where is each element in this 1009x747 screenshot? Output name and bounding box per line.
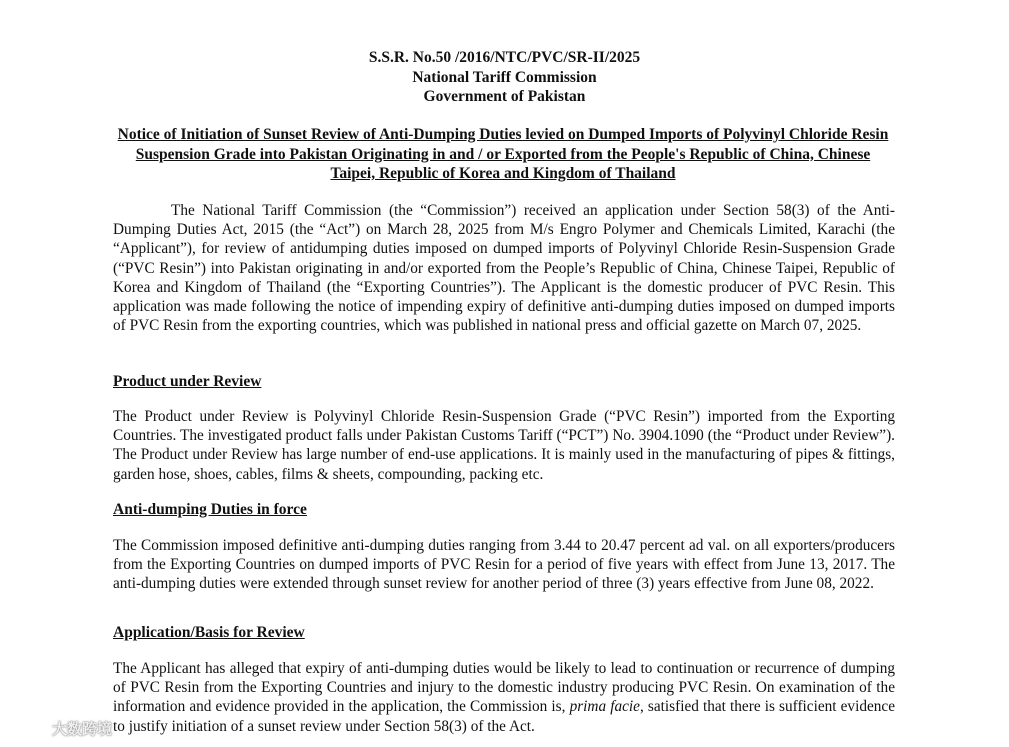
section-body-product: The Product under Review is Polyvinyl Chloride Resin-Suspension Grade (“PVC Resin”) imported from the Exporting Countries. The investigated product falls under Pakistan Customs Tariff (“PCT”) No. 3904.1090 (the “Product under Review”). The Product under Review has large number of end-use applications. It is mainly used in the manufacturing of pipes & fittings, garden hose, shoes, cables, films & sheets, compounding, packing etc. — [113, 408, 895, 483]
logo-icon — [8, 717, 48, 739]
section-heading-application: Application/Basis for Review — [113, 624, 305, 641]
organization-name: National Tariff Commission — [412, 68, 597, 86]
document-header — [0, 48, 1009, 107]
application-body-start: The Applicant has alleged that expiry of anti-dumping duties would be likely to lead to continuation or recurrence of dumping of PVC Resin from the Exporting Countries and injury to the domestic industry producing PVC Resin. On examination of the information and evidence provided in the application, the Commission is, — [113, 660, 895, 716]
reference-number: S.S.R. No.50 /2016/NTC/PVC/SR-II/2025 — [368, 49, 641, 66]
watermark-text: 大数跨境 — [52, 719, 113, 738]
application-body-italic: prima facie — [569, 698, 640, 716]
section-body-duties: The Commission imposed definitive anti-dumping duties ranging from 3.44 to 20.47 percent ad val. on all exporters/producers from the Exporting Countries on dumped imports of PVC Resin for a period of five years with effect from June 13, 2017. The anti-dumping duties were extended through sunset review for another period of three (3) years effective from June 08, 2022. — [113, 537, 895, 593]
notice-title-text: Notice of Initiation of Sunset Review of Anti-Dumping Duties levied on Dumped Imports of Polyvinyl Chloride Resin Suspension Grade into Pakistan Originating in and / or Exported from the People's Republic of China, Chinese Taipei, Republic of Korea and Kingdom of Thailand — [117, 126, 889, 182]
application-body-end: , satisfied that there is sufficient evidence to justify initiation of a sunset review under Section 58(3) of the Act. — [113, 698, 895, 735]
watermark — [8, 716, 112, 740]
intro-paragraph-text: The National Tariff Commission (the “Commission”) received an application under Section 58(3) of the Anti-Dumping Duties Act, 2015 (the “Act”) on March 28, 2025 from M/s Engro Polymer and Chemicals Limited, Karachi (the “Applicant”), for review of antidumping duties imposed on dumped imports of Polyvinyl Chloride Resin-Suspension Grade (“PVC Resin”) into Pakistan originating in and/or exported from the People’s Republic of China, Chinese Taipei, Republic of Korea and Kingdom of Thailand (the “Exporting Countries”). The Applicant is the domestic producer of PVC Resin. This application was made following the notice of impending expiry of definitive anti-dumping duties imposed on dumped imports of PVC Resin from the exporting countries, which was published in national press and official gazette on March 07, 2025. — [113, 202, 895, 335]
section-heading-product: Product under Review — [113, 373, 262, 390]
notice-title — [112, 125, 894, 184]
section-body-application — [113, 659, 895, 736]
section-heading-duties: Anti-dumping Duties in force — [113, 501, 307, 518]
government-name: Government of Pakistan — [423, 88, 586, 105]
intro-paragraph — [113, 201, 895, 335]
